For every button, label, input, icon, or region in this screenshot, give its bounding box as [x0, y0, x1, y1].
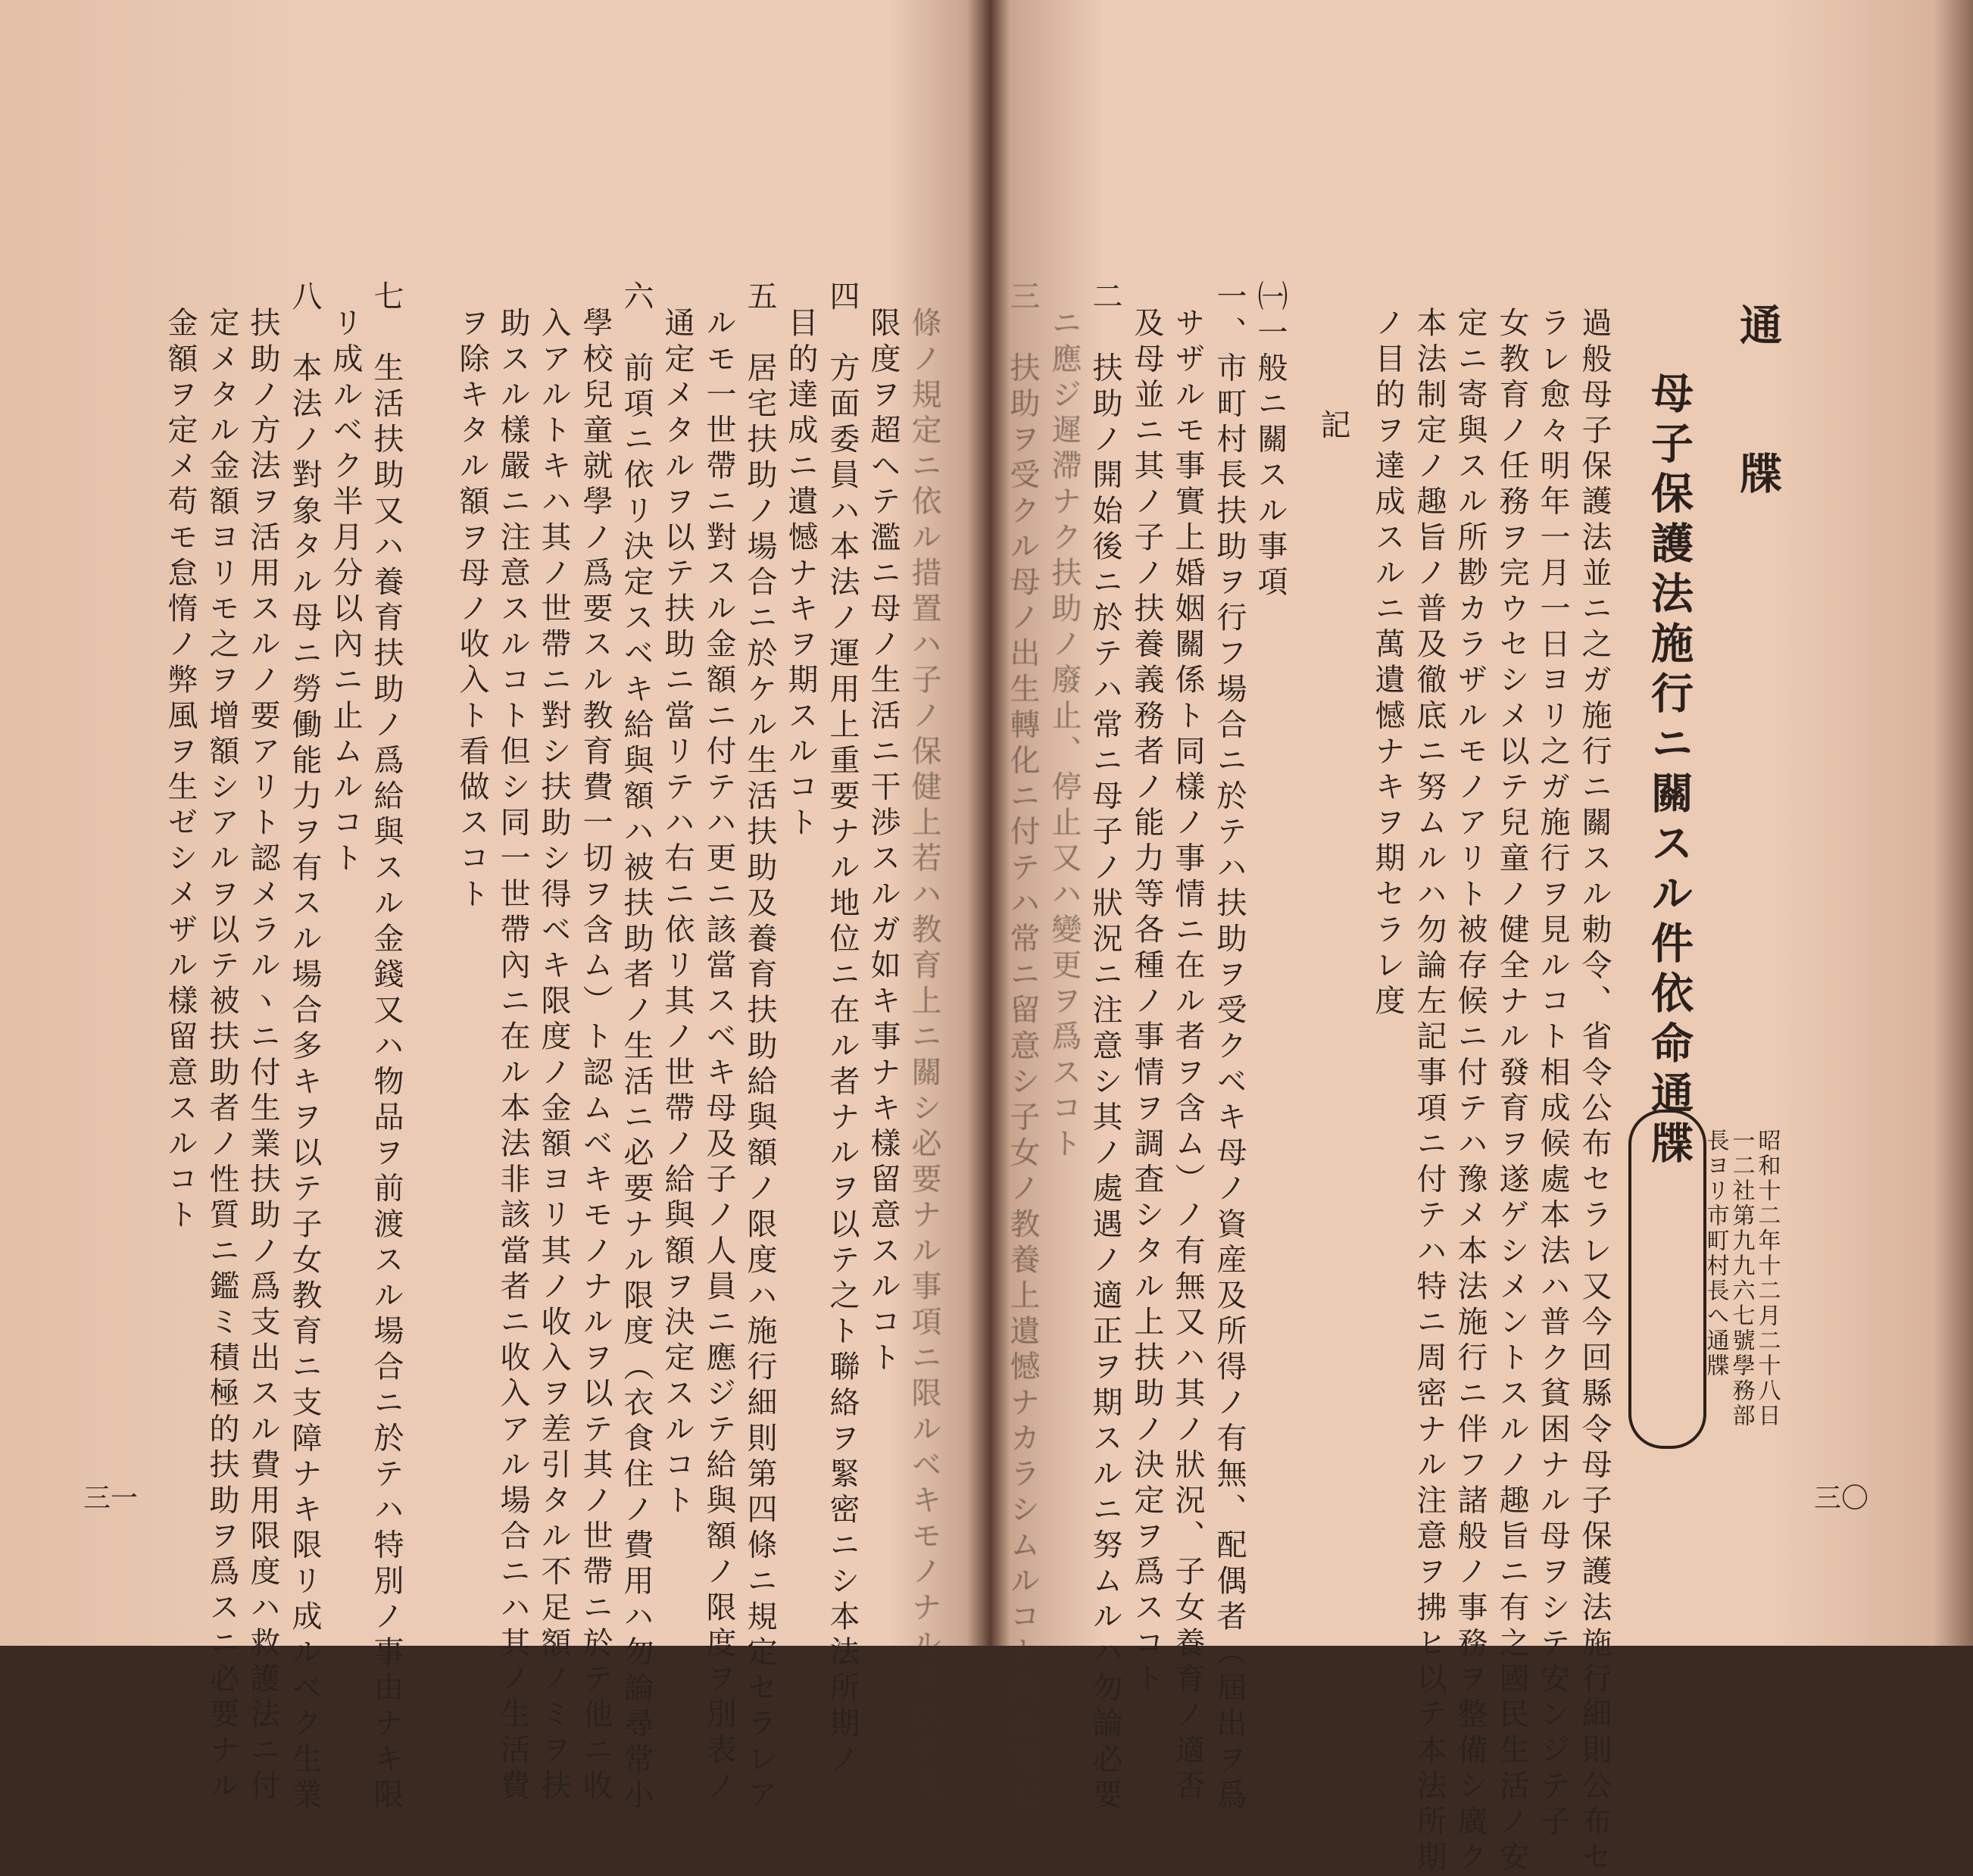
page-number: 三一 [83, 1483, 139, 1514]
text-line: 學校兒童就學ノ爲要スル教育費一切ヲ含ム）ト認ムベキモノナルヲ以テ其ノ世帶ニ於テ他ニ收 [578, 307, 613, 1806]
body-line: 女教育ノ任務ヲ完ウセシメ以テ兒童ノ健全ナル發育ヲ遂ゲシメントスルノ趣旨ニ有之國民生活ノ安 [1494, 307, 1529, 1876]
body-line: 本法制定ノ趣旨ノ普及徹底ニ努ムルハ勿論左記事項ニ付テハ特ニ周密ナル注意ヲ拂ヒ以テ本法所期 [1412, 307, 1447, 1876]
text-line: 金額ヲ定メ苟モ怠惰ノ弊風ヲ生ゼシメザル樣留意スルコト [163, 307, 198, 1235]
text-line: 助スル樣嚴ニ注意スルコト但シ同一世帶內ニ在ル本法非該當者ニ收入アル場合ニハ其ノ生活費 [495, 307, 530, 1806]
section-heading: 通牒 [1733, 303, 1783, 600]
text-line: ルモ一世帶ニ對スル金額ニ付テハ更ニ該當スベキ母及子ノ人員ニ應ジテ給與額ノ限度ヲ別表ノ [701, 307, 736, 1806]
text-line: 限度ヲ超ヘテ濫ニ母ノ生活ニ干渉スルガ如キ事ナキ樣留意スルコト [866, 307, 901, 1377]
item-line: 一、市町村長扶助ヲ行フ場合ニ於テハ扶助ヲ受クベキ母ノ資産及所得ノ有無、配偶者（屆出ヲ爲 [1212, 280, 1247, 1815]
text-line: 定メタル金額ヨリモ之ヲ增額シアルヲ以テ被扶助者ノ性質ニ鑑ミ積極的扶助ヲ爲スニ必要ナル [204, 307, 239, 1806]
ki-mark: 記 [1316, 409, 1350, 445]
body-line: 過般母子保護法並ニ之ガ施行ニ關スル勅令、省令公布セラレ又今回縣令母子保護法施行細則公布セ [1577, 307, 1612, 1876]
text-line: ヲ除キタル額ヲ母ノ收入ト看做スコト [454, 307, 489, 913]
document-title: 母子保護法施行ニ關スル件依命通牒 [1644, 371, 1694, 1171]
issuance-line-1: 昭和十二年十二月二十八日 [1753, 1128, 1781, 1428]
text-line: 通定メタルヲ以テ扶助ニ當リテハ右ニ依リ其ノ世帶ノ給與額ヲ決定スルコト [660, 307, 695, 1520]
item-line: 二 扶助ノ開始後ニ於テハ常ニ母子ノ狀況ニ注意シ其ノ處遇ノ適正ヲ期スルニ努ムルハ勿論必要 [1088, 280, 1122, 1815]
left-page [0, 0, 962, 1815]
section-title: ㈠一般ニ關スル事項 [1253, 280, 1288, 601]
text-line: 八 本法ノ對象タル母ニ勞働能力ヲ有スル場合多キヲ以テ子女教育ニ支障ナキ限リ成ルベク生業 [287, 280, 322, 1815]
text-line: リ成ルベク半月分以內ニ止ムルコト [328, 307, 363, 878]
issuance-line-2: 一二社第九九六七號學務部 [1728, 1128, 1755, 1428]
issuance-line-3: 長ヨリ市町村長へ通牒 [1702, 1128, 1729, 1378]
text-line: 扶助ノ方法ヲ活用スルノ要アリト認メラルヽニ付生業扶助ノ爲支出スル費用限度ハ救護法ニ付 [245, 307, 280, 1806]
page-number: 三〇 [1814, 1483, 1869, 1514]
item-line: 及母並ニ其ノ子ノ扶養義務者ノ能力等各種ノ事情ヲ調査シタル上扶助ノ決定ヲ爲スコト [1129, 307, 1164, 1698]
text-line: 五 居宅扶助ノ場合ニ於ケル生活扶助及養育扶助給與額ノ限度ハ施行細則第四條ニ規定セラレア [742, 280, 777, 1815]
item-line: 三 扶助ヲ受クル母ノ出生轉化ニ付テハ常ニ留意シ子女ノ教養上遺憾ナカラシムルコト尚法第七 [1005, 280, 1040, 1815]
text-line: 條ノ規定ニ依ル措置ハ子ノ保健上若ハ教育上ニ關シ必要ナル事項ニ限ルベキモノナルヲ以テ其 [907, 307, 941, 1806]
text-line: 目的達成ニ遺憾ナキヲ期スルコト [783, 307, 818, 842]
body-line: ノ目的ヲ達成スルニ萬遺憾ナキヲ期セラレ度 [1370, 307, 1405, 1020]
issuance-bracket [1628, 1110, 1706, 1449]
right-page [992, 0, 1973, 1876]
item-line: サザルモ事實上婚姻關係ト同樣ノ事情ニ在ル者ヲ含ム）ノ有無又ハ其ノ狀況、子女養育ノ適否 [1170, 307, 1205, 1806]
text-line: 七 生活扶助又ハ養育扶助ノ爲給與スル金錢又ハ物品ヲ前渡スル場合ニ於テハ特別ノ事由ナキ限 [369, 280, 404, 1815]
body-line: 定ニ寄與スル所尠カラザルモノアリト被存候ニ付テハ豫メ本法施行ニ伴フ諸般ノ事務ヲ整備シ廣ク [1453, 307, 1488, 1876]
body-line: ラレ愈々明年一月一日ヨリ之ガ施行ヲ見ルコト相成候處本法ハ普ク貧困ナル母ヲシテ安ンジテ子 [1535, 307, 1570, 1841]
text-line: 四 方面委員ハ本法ノ運用上重要ナル地位ニ在ル者ナルヲ以テ之ト聯絡ヲ緊密ニシ本法所期ノ [825, 280, 860, 1779]
item-line: ニ應ジ遲滯ナク扶助ノ廢止、停止又ハ變更ヲ爲スコト [1047, 307, 1082, 1163]
text-line: 六 前項ニ依リ決定スベキ給與額ハ被扶助者ノ生活ニ必要ナル限度（衣食住ノ費用ハ勿論尋常小 [619, 280, 654, 1815]
text-line: 入アルトキハ其ノ世帶ニ對シ扶助シ得ベキ限度ノ金額ヨリ其ノ收入ヲ差引タル不足額ノミヲ扶 [536, 307, 571, 1806]
